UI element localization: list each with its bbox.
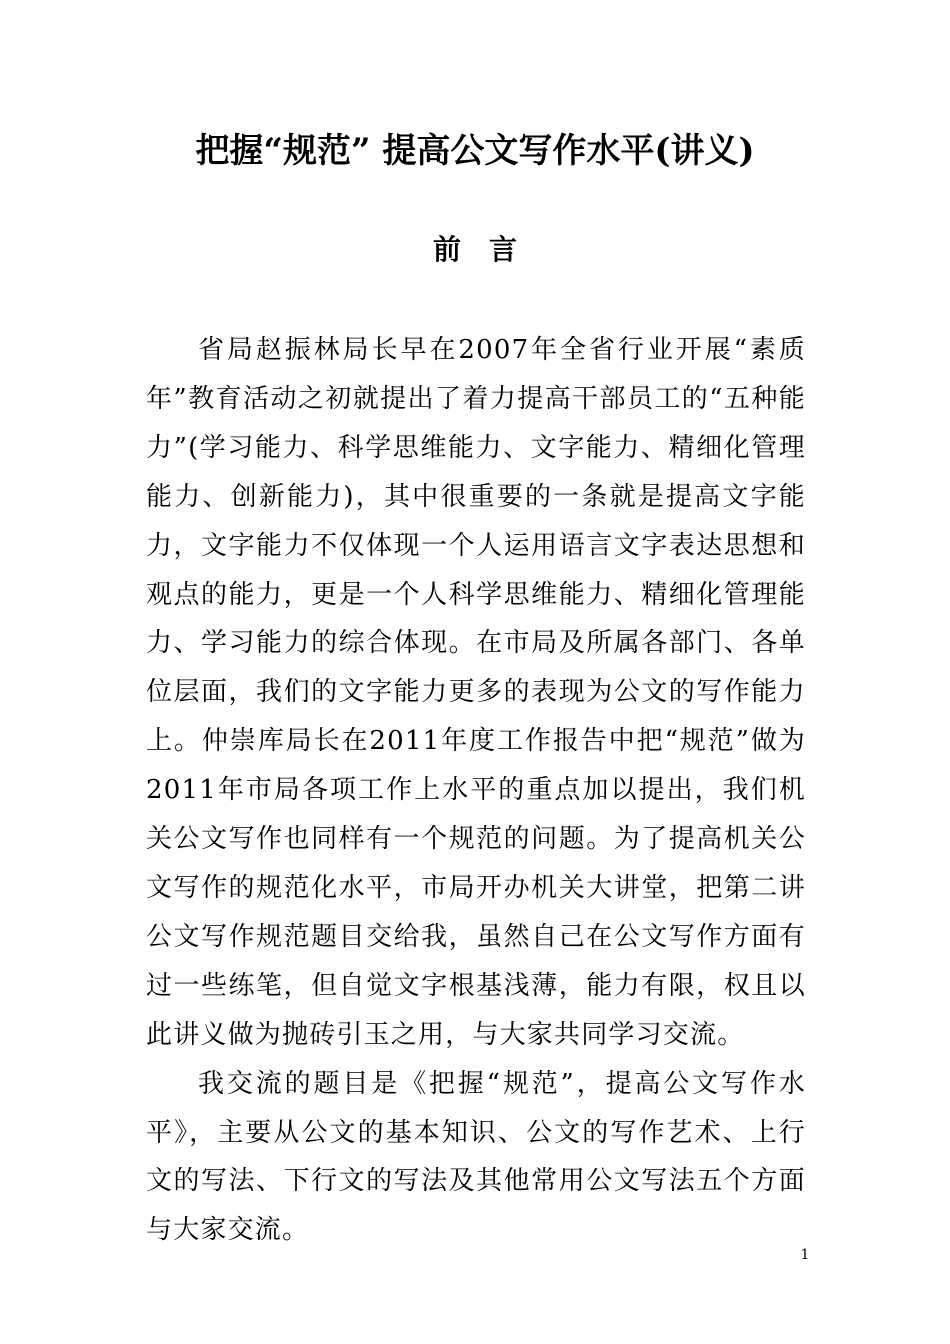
document-title: 把握“规范” 提高公文写作水平(讲义): [195, 131, 755, 171]
paragraph: 省局赵振林局长早在2007年全省行业开展“素质年”教育活动之初就提出了着力提高干部员工的“五种能力”(学习能力、科学思维能力、文字能力、精细化管理能力、创新能力)，其中很重要的一条就是提高文字能力，文字能力不仅体现一个人运用语言文字表达思想和观点的能力，更是一个人科学思维能力、精细化管理能力、学习能力的综合体现。在市局及所属各部门、各单位层面，我们的文字能力更多的表现为公文的写作能力上。仲崇库局长在2011年度工作报告中把“规范”做为2011年市局各项工作上水平的重点加以提出，我们机关公文写作也同样有一个规范的问题。为了提高机关公文写作的规范化水平，市局开办机关大讲堂，把第二讲公文写作规范题目交给我，虽然自己在公文写作方面有过一些练笔，但自觉文字根基浅薄，能力有限，权且以此讲义做为抛砖引玉之用，与大家共同学习交流。: [146, 335, 806, 1050]
section-heading-preface: 前言: [432, 233, 545, 266]
page-number: 1: [800, 1247, 810, 1263]
body-text: [146, 326, 806, 1255]
paragraph: 我交流的题目是《把握“规范”，提高公文写作水平》，主要从公文的基本知识、公文的写作艺术、上行文的写法、下行文的写法及其他常用公文写法五个方面与大家交流。: [146, 1068, 806, 1246]
